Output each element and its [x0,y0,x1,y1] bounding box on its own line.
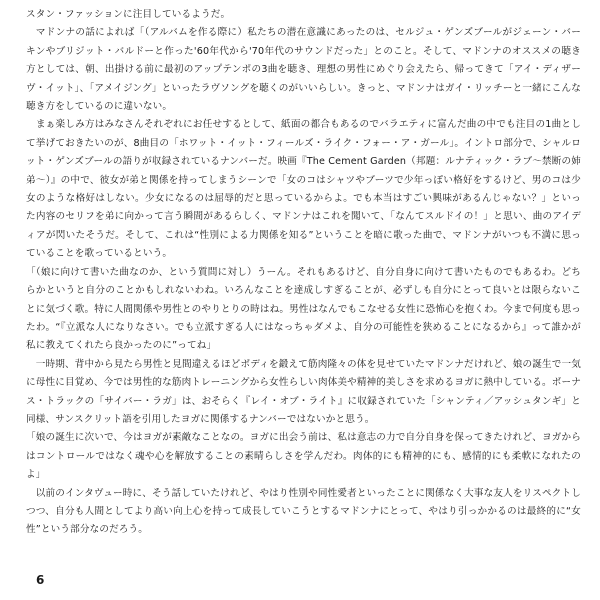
paragraph-5: 一時期、背中から見たら男性と見間違えるほどボディを鍛えて筋肉隆々の体を見せていたマドンナだけれど、娘の誕生で一気に母性に目覚め、今では男性的な筋肉トレーニングから女性らしい肉体美や精神的美しさを求めるヨガに熱中している。ボーナス・トラックの「サイバー・ラガ」は、おそらく『レイ・オブ・ライト』に収録されていた「シャンティ／アッシュタンギ」と同様、サンスクリット語を引用したヨガに関係するナンバーではないかと思う。 [26,358,581,425]
paragraph-2: マドンナの話によれば「（アルバムを作る際に）私たちの潜在意識にあったのは、セルジュ・ゲンズブールがジェーン・バーキンやブリジット・バルドーと作った'60年代から'70年代のサウンドだった」とのこと。そして、マドンナのオススメの聴き方としては、朝、出掛ける前に最初のアップテンポの3曲を聴き、理想の男性にめぐり会えたら、帰ってきて「アイ・ディザーヴ・イット」、「アメイジング」といったラヴソングを聴くのがいいらしい。きっと、マドンナはガイ・リッチーと一緒にこんな聴き方をしているのに違いない。 [26,27,581,113]
paragraph-6-quote: 「娘の誕生に次いで、今はヨガが素敵なことなの。ヨガに出会う前は、私は意志の力で自分自身を保ってきたけれど、ヨガからはコントロールではなく魂や心を解放することの素晴らしさを学んだわ。肉体的にも精神的にも、感情的にも柔軟になれたのよ」 [26,432,581,481]
page-number: 6 [36,573,45,587]
paragraph-1: スタン・ファッションに注目しているようだ。 [26,9,231,20]
paragraph-7: 以前のインタヴュー時に、そう話していたけれど、やはり性別や同性愛者といったことに関係なく大事な友人をリスペクトしつつ、自分も人間としてより高い向上心を持って成長していこうとするマドンナにとって、やはり引っかかるのは最終的に“女性”という部分なのだろう。 [26,487,581,536]
paragraph-4-quote: 「（娘に向けて書いた曲なのか、という質問に対し）うーん。それもあるけど、自分自身に向けて書いたものでもあるわ。どちらかというと自分のことかもしれないわね。いろんなことを達成しすぎることが、必ずしも自分にとって良いとは限らないことに気づく歌。特に人間関係や男性とのやりとりの時はね。男性はなんでもこなせる女性に恐怖心を抱くわ。今まで何度も思ったわ。“『立派な人になりなさい。でも立派すぎる人にはなっちゃダメよ、自分の可能性を狭めることになるから』って誰かが私に教えてくれたら良かったのに”ってね」 [26,266,581,352]
paragraph-3: まぁ楽しみ方はみなさんそれぞれにお任せするとして、紙面の都合もあるのでバラエティに富んだ曲の中でも注目の1曲として挙げておきたいのが、8曲目の「ホワット・イット・フィールズ・ライク・フォー・ア・ガール」。イントロ部分で、シャルロット・ゲンズブールの語りが収録されているナンバーだ。映画『The Cement Garden（邦題：ルナティック・ラブ〜禁断の姉弟〜）』の中で、彼女が弟と関係を持ってしまうシーンで「女のコはシャツやブーツで少年っぽい格好をするけど、男のコは少女のような格好はしない。少女になるのは屈辱的だと思っているからよ。でも本当はすごい興味があるんじゃない？」といった内容のセリフを弟に向かって言う瞬間があるらしく、マドンナはこれを聞いて、「なんてスルドイの！」と思い、曲のアイディアが閃いたそうだ。そして、これは“性別による力関係を知る”ということを暗に歌った曲で、マドンナがいつも不満に思っていることを歌っているという。 [26,119,581,260]
article-body [26,6,581,566]
